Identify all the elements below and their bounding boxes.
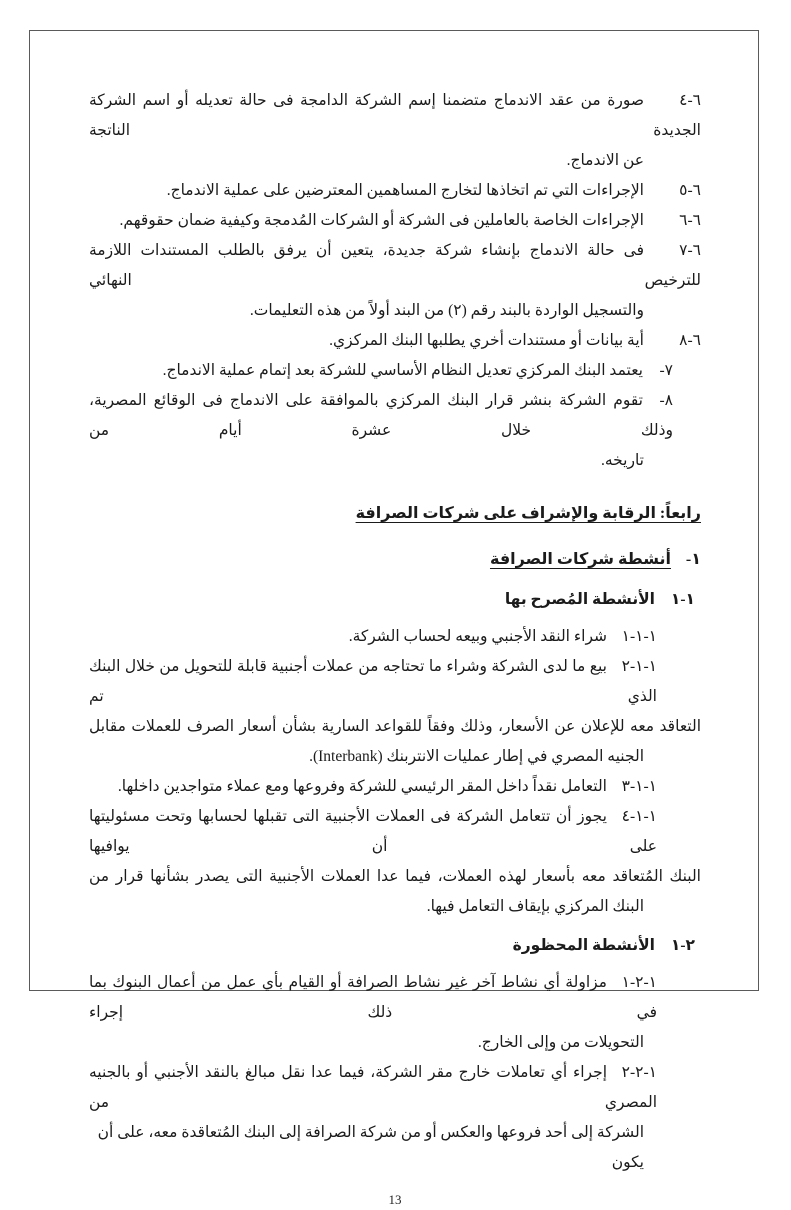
list-item: [89, 206, 701, 236]
list-item: [89, 772, 701, 802]
item-line: [89, 386, 701, 446]
item-text: التعامل نقداً داخل المقر الرئيسي للشركة وفروعها ومع عملاء متواجدين داخلها.: [117, 778, 607, 795]
list-item: [89, 386, 701, 476]
list-item: [89, 326, 701, 356]
list-item: [89, 652, 701, 772]
item-number: ٦-٥: [679, 182, 701, 199]
list-item: [89, 86, 701, 176]
item-line: التعاقد معه للإعلان عن الأسعار، وذلك وفقاً للقواعد السارية بشأن أسعار الصرف للعملات مقابل: [89, 718, 701, 735]
item-number: ١-٢-٢: [621, 1064, 657, 1081]
list-item: [89, 1058, 701, 1178]
section-heading: رابعاً: الرقابة والإشراف على شركات الصرافة: [355, 505, 701, 522]
item-line: [89, 1058, 701, 1118]
item-text: أية بيانات أو مستندات أخري يطلبها البنك المركزي.: [329, 332, 644, 349]
list-item: [89, 356, 701, 386]
item-text: فى حالة الاندماج بإنشاء شركة جديدة، يتعين أن يرفق بالطلب المستندات اللازمة للترخيص النهائي: [89, 242, 701, 289]
item-line: البنك المركزي بإيقاف التعامل فيها.: [426, 898, 644, 915]
subsection-heading: [89, 930, 701, 962]
item-number: ١-١-١: [621, 628, 657, 645]
item-line: تاريخه.: [600, 452, 644, 469]
item-text: صورة من عقد الاندماج متضمنا إسم الشركة الدامجة فى حالة تعديله أو اسم الشركة الجديدة الناتجة: [89, 92, 701, 139]
heading-text: أنشطة شركات الصرافة: [489, 551, 671, 568]
heading-number: ١-٢: [670, 937, 695, 954]
item-line: [89, 356, 701, 386]
document-content: [29, 30, 759, 1207]
heading-text: الأنشطة المحظورة: [512, 937, 655, 954]
item-number: ٦-٦: [679, 212, 701, 229]
item-text: بيع ما لدى الشركة وشراء ما تحتاجه من عملات أجنبية قابلة للتحويل من خلال البنك الذي تم: [89, 658, 657, 705]
list-item: [89, 802, 701, 922]
item-text: إجراء أي تعاملات خارج مقر الشركة، فيما عدا نقل مبالغ بالنقد الأجنبي أو بالجنيه المصري من: [89, 1064, 657, 1111]
item-line: [89, 802, 701, 862]
item-line: الجنيه المصري في إطار عمليات الانتربنك (Interbank).: [309, 748, 644, 765]
item-line: [89, 968, 701, 1028]
item-line: [89, 772, 701, 802]
page-number: 13: [388, 1192, 402, 1207]
item-line: الشركة إلى أحد فروعها والعكس أو من شركة الصرافة إلى البنك المُتعاقدة معه، على أن يكون: [97, 1124, 644, 1171]
item-number: ٧-: [659, 362, 673, 379]
subsection-heading: [89, 584, 701, 616]
item-line: عن الاندماج.: [566, 152, 644, 169]
item-text: يعتمد البنك المركزي تعديل النظام الأساسي للشركة بعد إتمام عملية الاندماج.: [162, 362, 643, 379]
item-text: الإجراءات التي تم اتخاذها لتخارج المساهمين المعترضين على عملية الاندماج.: [166, 182, 644, 199]
item-text: الإجراءات الخاصة بالعاملين فى الشركة أو الشركات المُدمجة وكيفية ضمان حقوقهم.: [119, 212, 644, 229]
item-text: تقوم الشركة بنشر قرار البنك المركزي بالموافقة على الاندماج فى الوقائع المصرية، وذلك خلال عشرة أيام من: [89, 392, 673, 439]
item-number: ٦-٤: [679, 92, 701, 109]
item-number: ١-١-٣: [621, 778, 657, 795]
list-item: [89, 236, 701, 326]
item-line: البنك المُتعاقد معه بأسعار لهذه العملات، فيما عدا العملات الأجنبية التى يصدر بشأنها قرار من: [89, 868, 701, 885]
item-line: [89, 206, 701, 236]
item-line: التحويلات من وإلى الخارج.: [477, 1034, 644, 1051]
item-line: [89, 236, 701, 296]
item-number: ٦-٨: [679, 332, 701, 349]
subsection-heading: [89, 544, 701, 576]
item-text: شراء النقد الأجنبي وبيعه لحساب الشركة.: [348, 628, 607, 645]
item-line: [89, 176, 701, 206]
item-number: ١-١-٢: [621, 658, 657, 675]
heading-number: ١-: [685, 551, 701, 568]
item-text: يجوز أن تتعامل الشركة فى العملات الأجنبية التى تقبلها لحسابها وتحت مسئوليتها على أن يوافيها: [89, 808, 657, 855]
item-number: ٦-٧: [679, 242, 701, 259]
heading-number: ١-١: [670, 591, 695, 608]
heading-text: الأنشطة المُصرح بها: [504, 591, 655, 608]
list-item: [89, 622, 701, 652]
item-number: ١-١-٤: [621, 808, 657, 825]
item-number: ١-٢-١: [621, 974, 657, 991]
item-line: [89, 86, 701, 146]
item-line: والتسجيل الواردة بالبند رقم (٢) من البند أولاً من هذه التعليمات.: [249, 302, 644, 319]
item-number: ٨-: [659, 392, 673, 409]
item-text: مزاولة أي نشاط آخر غير نشاط الصرافة أو القيام بأي عمل من أعمال البنوك بما في ذلك إجراء: [89, 974, 657, 1021]
list-item: [89, 968, 701, 1058]
item-line: [89, 326, 701, 356]
item-line: [89, 622, 701, 652]
list-item: [89, 176, 701, 206]
item-line: [89, 652, 701, 712]
